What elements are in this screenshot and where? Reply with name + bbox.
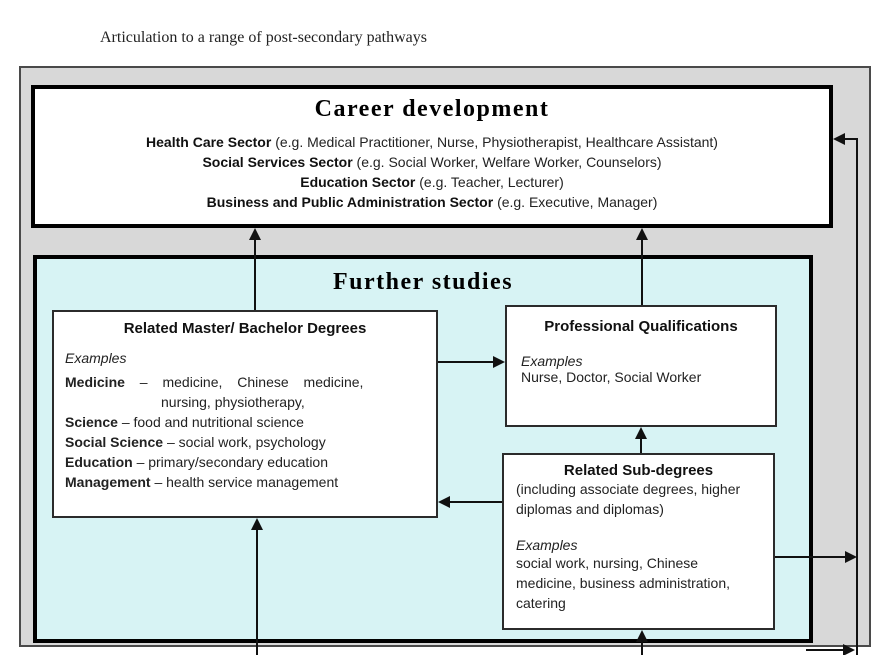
sub-degrees-box — [502, 453, 775, 630]
degree-item: Medicine – medicine, Chinese medicine, nursing, physiotherapy, — [65, 374, 364, 410]
career-development-box — [31, 85, 833, 228]
professional-qualifications-examples: Nurse, Doctor, Social Worker — [521, 369, 702, 385]
connector-bottom-to-sub — [641, 640, 643, 655]
career-sector-line: Business and Public Administration Sector (e.g. Executive, Manager) — [206, 194, 658, 210]
career-development-title: Career development — [314, 96, 550, 122]
arrowhead-up-icon — [251, 518, 263, 530]
connector-sub-to-right-collector — [775, 556, 847, 558]
career-sector-line: Social Services Sector (e.g. Social Worker, Welfare Worker, Counselors) — [202, 154, 662, 170]
further-studies-title: Further studies — [332, 269, 514, 295]
arrowhead-left-icon — [438, 496, 450, 508]
connector-master-to-pq — [438, 361, 495, 363]
arrowhead-left-icon — [833, 133, 845, 145]
career-sector-line: Education Sector (e.g. Teacher, Lecturer) — [300, 174, 564, 190]
connector-bottom-to-master — [256, 528, 258, 655]
sub-degrees-title: Related Sub-degrees — [563, 462, 714, 479]
connector-pq-to-career — [641, 232, 643, 305]
degree-item: Education – primary/secondary education — [65, 454, 328, 470]
arrowhead-up-icon — [636, 630, 648, 642]
arrowhead-right-icon — [493, 356, 505, 368]
arrowhead-right-icon — [843, 644, 855, 655]
career-sector-list — [35, 132, 829, 212]
professional-qualifications-title: Professional Qualifications — [544, 318, 738, 335]
career-sector-line: Health Care Sector (e.g. Medical Practitioner, Nurse, Physiotherapist, Healthcare Assistant) — [146, 134, 718, 150]
examples-label: Examples — [521, 353, 583, 369]
degree-list — [65, 372, 425, 492]
arrowhead-up-icon — [636, 228, 648, 240]
degree-item: Management – health service management — [65, 474, 339, 490]
arrowhead-up-icon — [249, 228, 261, 240]
connector-master-to-career — [254, 232, 256, 310]
connector-sub-to-master — [448, 501, 502, 503]
sub-degrees-examples: social work, nursing, Chinese medicine, business administration, catering — [516, 555, 730, 611]
examples-label: Examples — [516, 537, 578, 553]
diagram-caption: Articulation to a range of post-secondary pathways — [100, 29, 428, 46]
degree-item: Social Science – social work, psychology — [65, 434, 326, 450]
degree-item: Science – food and nutritional science — [65, 414, 304, 430]
master-bachelor-degrees-box — [52, 310, 438, 518]
master-bachelor-degrees-title: Related Master/ Bachelor Degrees — [123, 320, 367, 337]
arrowhead-right-icon — [845, 551, 857, 563]
examples-label: Examples — [65, 350, 127, 366]
professional-qualifications-box — [505, 305, 777, 427]
connector-right-to-career — [843, 138, 857, 140]
connector-bottom-to-right-collector — [806, 649, 843, 651]
arrowhead-up-icon — [635, 427, 647, 439]
sub-degrees-subtitle: (including associate degrees, higher diplomas and diplomas) — [516, 481, 741, 517]
connector-sub-to-pq — [640, 437, 642, 453]
connector-right-collector — [856, 138, 858, 655]
